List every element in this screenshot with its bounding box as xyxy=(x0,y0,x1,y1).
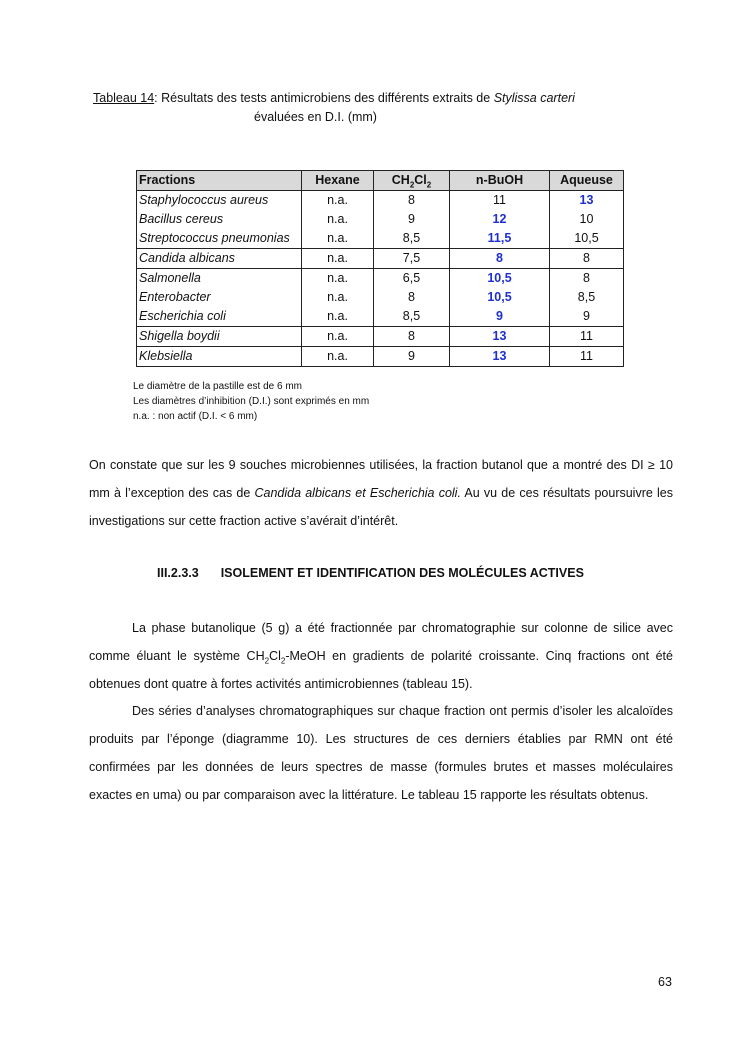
table-row xyxy=(137,347,624,367)
table-row xyxy=(137,249,624,269)
table-row xyxy=(137,288,624,307)
organism-cell: Salmonella xyxy=(137,269,302,289)
page-number: 63 xyxy=(658,975,672,989)
ch2cl2-cell: 9 xyxy=(374,347,450,367)
nbuoh-cell: 10,5 xyxy=(450,288,550,307)
caption-line2: évaluées en D.I. (mm) xyxy=(254,110,377,124)
table-notes xyxy=(133,379,369,424)
paragraph2-text-b: Cl xyxy=(269,649,281,663)
hexane-cell: n.a. xyxy=(302,288,374,307)
caption-species: Stylissa carteri xyxy=(493,91,575,105)
paragraph-analysis: Des séries d’analyses chromatographiques sur chaque fraction ont permis d’isoler les alcaloïdes produits par l’éponge (diagramme 10). Les structures de ces derniers établies par RMN ont été confirmées par les données de leurs spectres de masse (formules brutes et masses moléculaires exactes en uma) ou par comparaison avec la littérature. Le tableau 15 rapporte les résultats obtenus. xyxy=(89,704,673,802)
ch2cl2-cell: 7,5 xyxy=(374,249,450,269)
nbuoh-cell: 13 xyxy=(450,327,550,347)
organism-cell: Escherichia coli xyxy=(137,307,302,327)
organism-cell: Candida albicans xyxy=(137,249,302,269)
table-row xyxy=(137,191,624,211)
table-row xyxy=(137,307,624,327)
table-caption xyxy=(93,89,693,127)
ch2cl2-cell: 8,5 xyxy=(374,229,450,249)
table-row xyxy=(137,229,624,249)
organism-cell: Shigella boydii xyxy=(137,327,302,347)
caption-text: : Résultats des tests antimicrobiens des différents extraits de xyxy=(154,91,494,105)
header-ch2cl2 xyxy=(374,171,450,191)
paragraph1-species: Candida albicans et Escherichia coli. xyxy=(254,486,461,500)
organism-cell: Bacillus cereus xyxy=(137,210,302,229)
header-ch2cl2-ch: CH xyxy=(391,173,410,187)
ch2cl2-cell: 8 xyxy=(374,327,450,347)
header-hexane: Hexane xyxy=(302,171,374,191)
paragraph2-text-c: -MeOH en gradients de polarité croissante. Cinq fractions ont été obtenues dont quatre à fortes activités antimicrobiennes (tableau 15). xyxy=(89,649,673,691)
organism-cell: Staphylococcus aureus xyxy=(137,191,302,211)
nbuoh-cell: 11 xyxy=(450,191,550,211)
hexane-cell: n.a. xyxy=(302,307,374,327)
section-title: ISOLEMENT ET IDENTIFICATION DES MOLÉCULES ACTIVES xyxy=(220,566,584,580)
organism-cell: Klebsiella xyxy=(137,347,302,367)
section-number: III.2.3.3 xyxy=(157,566,199,580)
header-aqueuse: Aqueuse xyxy=(550,171,624,191)
table-row xyxy=(137,327,624,347)
caption-label: Tableau 14 xyxy=(93,91,155,105)
ch2cl2-cell: 8 xyxy=(374,191,450,211)
ch2cl2-cell: 9 xyxy=(374,210,450,229)
organism-cell: Enterobacter xyxy=(137,288,302,307)
paragraph2-sub2: 2 xyxy=(280,656,286,666)
aqueuse-cell: 8,5 xyxy=(550,288,624,307)
hexane-cell: n.a. xyxy=(302,249,374,269)
hexane-cell: n.a. xyxy=(302,229,374,249)
note-line: n.a. : non actif (D.I. < 6 mm) xyxy=(133,411,258,422)
table-row xyxy=(137,210,624,229)
hexane-cell: n.a. xyxy=(302,327,374,347)
paragraph-conclusion xyxy=(89,451,673,535)
header-ch2cl2-sub1: 2 xyxy=(409,180,415,190)
paragraph-fractionation xyxy=(89,614,673,698)
results-table xyxy=(136,170,624,367)
nbuoh-cell: 8 xyxy=(450,249,550,269)
nbuoh-cell: 11,5 xyxy=(450,229,550,249)
nbuoh-cell: 9 xyxy=(450,307,550,327)
note-line: Le diamètre de la pastille est de 6 mm xyxy=(133,381,302,392)
aqueuse-cell: 13 xyxy=(550,191,624,211)
aqueuse-cell: 11 xyxy=(550,347,624,367)
organism-cell: Streptococcus pneumonias xyxy=(137,229,302,249)
header-ch2cl2-sub2: 2 xyxy=(426,180,432,190)
header-nbuoh: n-BuOH xyxy=(450,171,550,191)
aqueuse-cell: 8 xyxy=(550,249,624,269)
paragraph2-text-a: La phase butanolique (5 g) a été fractionnée par chromatographie sur colonne de silice avec comme éluant le système CH xyxy=(89,621,673,663)
aqueuse-cell: 10,5 xyxy=(550,229,624,249)
table-row xyxy=(137,269,624,289)
table-header-row xyxy=(137,171,624,191)
hexane-cell: n.a. xyxy=(302,210,374,229)
nbuoh-cell: 12 xyxy=(450,210,550,229)
aqueuse-cell: 9 xyxy=(550,307,624,327)
paragraph1-text-c: Au vu de ces résultats poursuivre les investigations sur cette fraction active s’avérait d’intérêt. xyxy=(89,486,673,528)
nbuoh-cell: 10,5 xyxy=(450,269,550,289)
paragraph2-sub1: 2 xyxy=(264,656,270,666)
hexane-cell: n.a. xyxy=(302,269,374,289)
nbuoh-cell: 13 xyxy=(450,347,550,367)
ch2cl2-cell: 6,5 xyxy=(374,269,450,289)
hexane-cell: n.a. xyxy=(302,347,374,367)
ch2cl2-cell: 8 xyxy=(374,288,450,307)
header-ch2cl2-cl: Cl xyxy=(414,173,427,187)
hexane-cell: n.a. xyxy=(302,191,374,211)
ch2cl2-cell: 8,5 xyxy=(374,307,450,327)
aqueuse-cell: 8 xyxy=(550,269,624,289)
paragraph1-text-a: On constate que sur les 9 souches microbiennes utilisées, la fraction butanol que a montré des DI ≥ 10 mm à l’exception des cas de xyxy=(89,458,673,500)
section-heading xyxy=(157,566,584,580)
note-line: Les diamètres d’inhibition (D.I.) sont exprimés en mm xyxy=(133,396,370,407)
aqueuse-cell: 11 xyxy=(550,327,624,347)
aqueuse-cell: 10 xyxy=(550,210,624,229)
header-fractions: Fractions xyxy=(137,171,302,191)
